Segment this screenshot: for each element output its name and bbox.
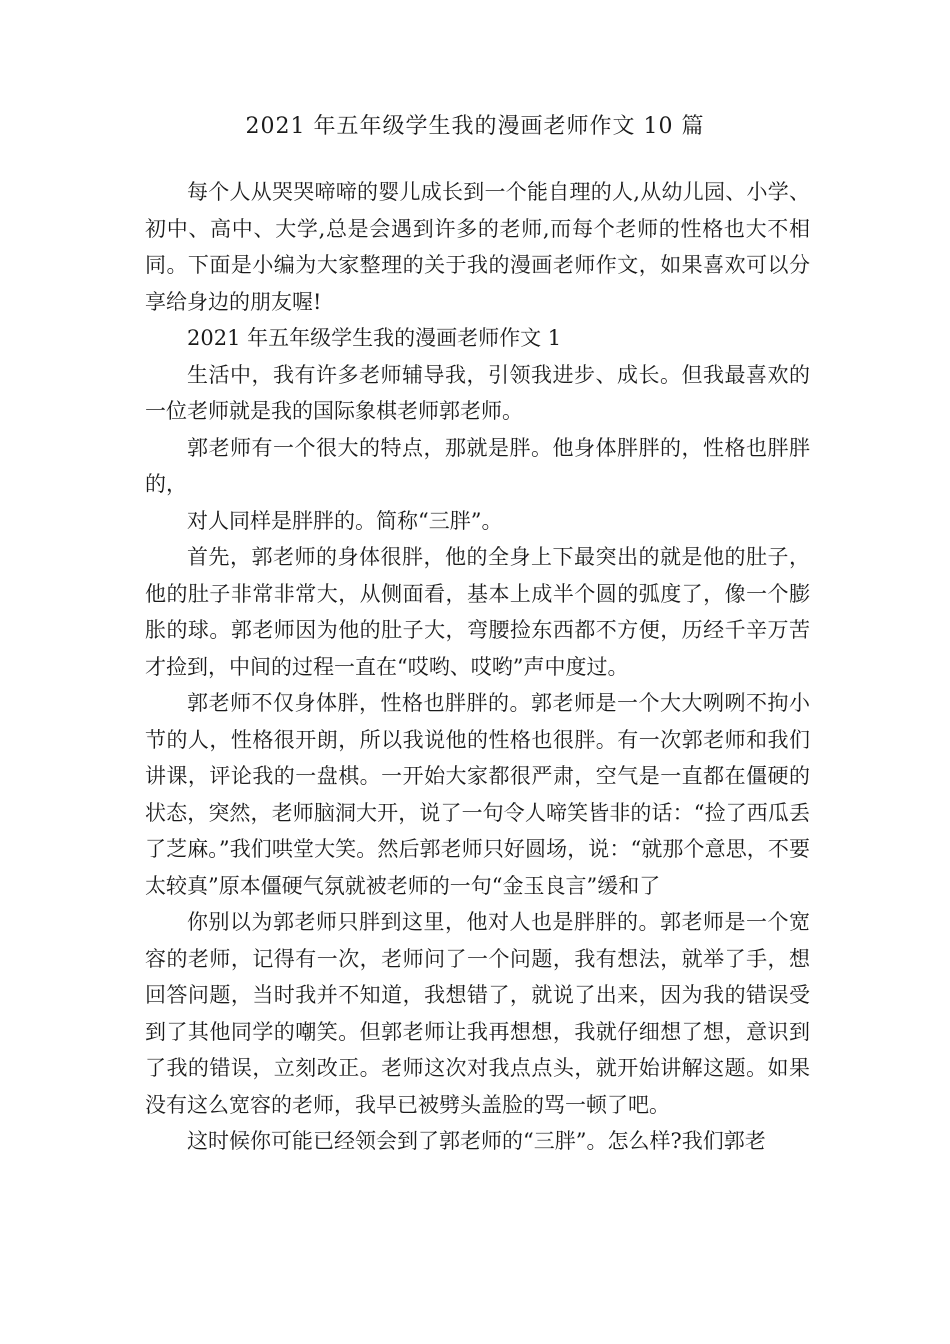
body-paragraph: 郭老师有一个很大的特点，那就是胖。他身体胖胖的，性格也胖胖的， bbox=[145, 435, 810, 496]
section-heading: 2021 年五年级学生我的漫画老师作文 1 bbox=[187, 326, 562, 350]
document-body bbox=[145, 174, 810, 1160]
body-paragraph: 你别以为郭老师只胖到这里，他对人也是胖胖的。郭老师是一个宽容的老师，记得有一次，老师问了一个问题，我有想法，就举了手，想回答问题，当时我并不知道，我想错了，就说了出来，因为我的错误受到了其他同学的嘲笑。但郭老师让我再想想，我就仔细想了想，意识到了我的错误，立刻改正。老师这次对我点点头，就开始讲解这题。如果没有这么宽容的老师，我早已被劈头盖脸的骂一顿了吧。 bbox=[145, 910, 810, 1117]
body-paragraph: 首先，郭老师的身体很胖，他的全身上下最突出的就是他的肚子，他的肚子非常非常大，从侧面看，基本上成半个圆的弧度了，像一个膨胀的球。郭老师因为他的肚子大，弯腰捡东西都不方便，历经千辛万苦才捡到，中间的过程一直在“哎哟、哎哟”声中度过。 bbox=[145, 545, 810, 679]
document-title: 2021 年五年级学生我的漫画老师作文 10 篇 bbox=[245, 114, 705, 139]
body-paragraph: 生活中，我有许多老师辅导我，引领我进步、成长。但我最喜欢的一位老师就是我的国际象棋老师郭老师。 bbox=[145, 362, 810, 423]
body-paragraph: 郭老师不仅身体胖，性格也胖胖的。郭老师是一个大大咧咧不拘小节的人，性格很开朗，所以我说他的性格也很胖。有一次郭老师和我们讲课，评论我的一盘棋。一开始大家都很严肃，空气是一直都在僵硬的状态，突然，老师脑洞大开，说了一句令人啼笑皆非的话：“捡了西瓜丢了芝麻。”我们哄堂大笑。然后郭老师只好圆场，说：“就那个意思，不要太较真”原本僵硬气氛就被老师的一句“金玉良言”缓和了 bbox=[145, 691, 810, 898]
body-paragraph: 对人同样是胖胖的。简称“三胖”。 bbox=[187, 508, 503, 533]
body-paragraph: 这时候你可能已经领会到了郭老师的“三胖”。怎么样?我们郭老 bbox=[187, 1129, 766, 1153]
intro-paragraph: 每个人从哭哭啼啼的婴儿成长到一个能自理的人,从幼儿园、小学、初中、高中、大学,总是会遇到许多的老师,而每个老师的性格也大不相同。下面是小编为大家整理的关于我的漫画老师作文，如果喜欢可以分享给身边的朋友喔! bbox=[145, 180, 810, 314]
